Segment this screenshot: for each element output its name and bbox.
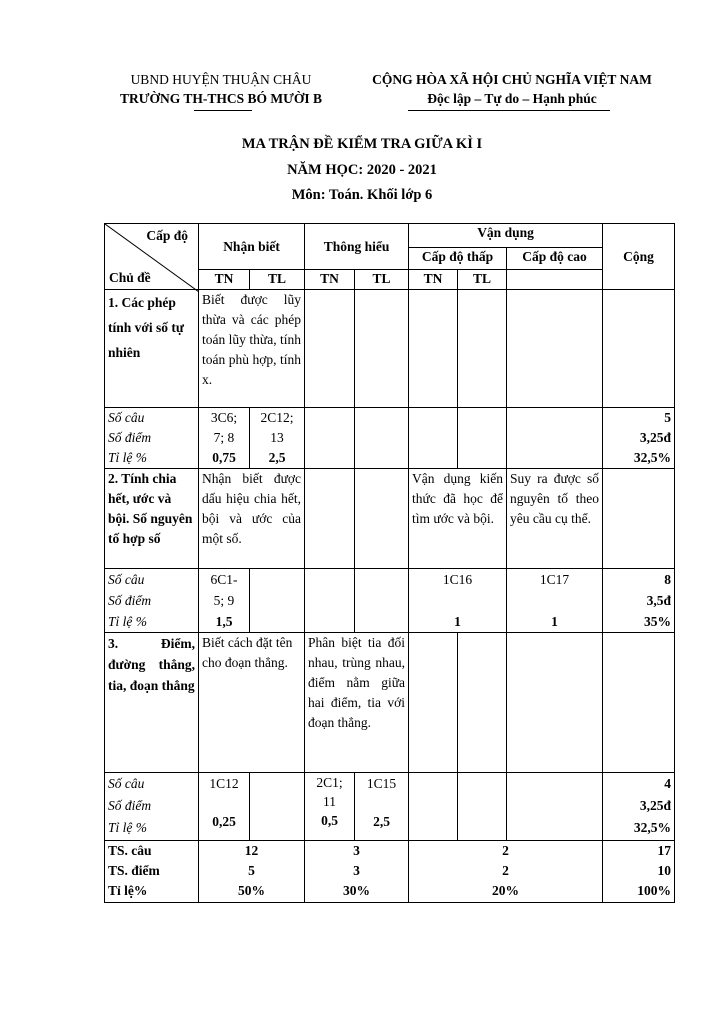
- label-so-diem: Số điểm: [108, 798, 152, 813]
- corner-cell: [105, 224, 199, 290]
- topic3-cong: [603, 633, 675, 773]
- total-labels: [105, 841, 199, 903]
- th-tn-header: TN: [305, 270, 355, 290]
- total-th-diem: 3: [353, 863, 360, 878]
- topic2-cong-stats: [603, 569, 675, 633]
- topic1-thong-hieu-tn: [305, 290, 355, 408]
- topic2-cap-do-thap: Vận dụng kiến thức đã học để tìm ước và bội.: [409, 469, 507, 569]
- topic1-cong-diem: 3,25đ: [639, 430, 672, 445]
- topic2-thap-cau: 1C16: [442, 572, 473, 587]
- national-motto: Độc lập – Tự do – Hạnh phúc: [427, 91, 597, 106]
- topic1-cao: [507, 290, 603, 408]
- label-ti-le: Tỉ lệ %: [108, 614, 147, 629]
- topic1-nb-tn-cau: 3C6; 7; 8: [210, 410, 238, 445]
- topic1-nb-tn-diem: 0,75: [212, 450, 236, 465]
- topic1-cong-tile: 32,5%: [633, 450, 672, 465]
- topic1-cong: [603, 290, 675, 408]
- topic2-stats-row: [105, 569, 675, 633]
- topic3-thap-tn-stats: [409, 773, 458, 841]
- topic3-stat-labels: [105, 773, 199, 841]
- topic2-stat-labels: [105, 569, 199, 633]
- topic3-thong-hieu: Phân biệt tia đối nhau, trùng nhau, điểm nằm giữa hai điểm, tia với đoạn thẳng.: [305, 633, 409, 773]
- header-row-1: [105, 224, 675, 248]
- topic3-th-tl-diem: 2,5: [373, 814, 390, 829]
- topic1-th-tl: [355, 408, 409, 469]
- topic2-cong: [603, 469, 675, 569]
- topic3-nb-tn-cau: 1C12: [209, 776, 239, 791]
- topic1-nb-tl-diem: 2,5: [268, 450, 286, 465]
- topic1-stats-row: [105, 408, 675, 469]
- label-so-cau: Số câu: [108, 410, 145, 425]
- topic3-cao: [507, 633, 603, 773]
- topic2-th-tn-stats: [305, 569, 355, 633]
- total-vd-cau: 2: [502, 843, 509, 858]
- topic2-nb-tn: [199, 569, 250, 633]
- label-so-cau: Số câu: [108, 572, 145, 587]
- national-name: CỘNG HÒA XÃ HỘI CHỦ NGHĨA VIỆT NAM: [372, 72, 652, 87]
- col-van-dung: Vận dụng: [409, 224, 603, 248]
- topic1-name: 1. Các phép tính với số tự nhiên: [105, 290, 199, 408]
- topic1-cong-cau: 5: [664, 410, 672, 425]
- topic3-nb-tn-diem: 0,25: [212, 814, 236, 829]
- topic2-thap-stats: [409, 569, 507, 633]
- col-nhan-biet: Nhận biết: [199, 224, 305, 270]
- exam-matrix-table: [104, 223, 675, 903]
- school-header: [96, 70, 346, 108]
- topic2-th-tn: [305, 469, 355, 569]
- topic2-cap-do-cao: Suy ra được số nguyên tố theo yêu cầu cụ thể.: [507, 469, 603, 569]
- total-nb-cau: 12: [244, 843, 259, 858]
- topic3-th-tn: [305, 773, 355, 841]
- total-cong-cau: 17: [657, 843, 672, 858]
- label-so-cau: Số câu: [108, 776, 145, 791]
- topic3-cong-tile: 32,5%: [633, 820, 672, 835]
- topic2-cong-tile: 35%: [644, 614, 672, 629]
- total-th-tile: 30%: [343, 883, 371, 898]
- district-name: UBND HUYỆN THUẬN CHÂU: [130, 72, 312, 87]
- topic1-nhan-biet: Biết được lũy thừa và các phép toán lũy thừa, tính toán phù hợp, tính x.: [199, 290, 305, 408]
- topic3-thap-tn: [409, 633, 458, 773]
- topic2-row: [105, 469, 675, 569]
- col-cap-do-cao: Cấp độ cao: [507, 248, 603, 270]
- topic3-th-tn-cau: 2C1; 11: [316, 775, 343, 809]
- topic2-cao-diem: 1: [551, 614, 558, 629]
- topic3-nhan-biet: Biết cách đặt tên cho đoạn thẳng.: [199, 633, 305, 773]
- total-row: [105, 841, 675, 903]
- school-year: NĂM HỌC: 2020 - 2021: [287, 162, 437, 178]
- topic1-cong-stats: [603, 408, 675, 469]
- topic3-th-tn-diem: 0,5: [321, 813, 338, 828]
- topic3-th-tl: [355, 773, 409, 841]
- label-so-diem: Số điểm: [108, 430, 152, 445]
- label-ti-le: Tỉ lệ %: [108, 450, 147, 465]
- total-nhan-biet: [199, 841, 305, 903]
- topic1-nb-tl-cau: 2C12; 13: [260, 410, 294, 445]
- th-tl-header: TL: [355, 270, 409, 290]
- total-label-diem: TS. điểm: [108, 863, 160, 878]
- col-cong: Cộng: [603, 224, 675, 290]
- topic1-thap-tn-stats: [409, 408, 458, 469]
- topic2-th-tl: [355, 469, 409, 569]
- topic3-nb-tn: [199, 773, 250, 841]
- topic3-row: [105, 633, 675, 773]
- total-thong-hieu: [305, 841, 409, 903]
- topic1-cao-stats: [507, 408, 603, 469]
- topic2-nhan-biet: Nhận biết được dấu hiệu chia hết, bội và ước của một số.: [199, 469, 305, 569]
- topic1-thap-tn: [409, 290, 458, 408]
- topic2-th-tl-stats: [355, 569, 409, 633]
- topic3-cong-stats: [603, 773, 675, 841]
- col-thong-hieu: Thông hiểu: [305, 224, 409, 270]
- total-vd-tile: 20%: [492, 883, 520, 898]
- topic3-name: 3. Điểm, đường thẳng, tia, đoạn thẳng: [105, 633, 199, 773]
- subject-grade: Môn: Toán. Khối lớp 6: [291, 187, 433, 203]
- total-nb-diem: 5: [248, 863, 255, 878]
- topic2-nb-tl: [250, 569, 305, 633]
- national-header-rule: [408, 110, 610, 111]
- thap-tl-header: TL: [458, 270, 507, 290]
- topic3-cong-cau: 4: [664, 776, 672, 791]
- topic1-nb-tn: [199, 408, 250, 469]
- nb-tl-header: TL: [250, 270, 305, 290]
- topic3-nb-tl: [250, 773, 305, 841]
- topic2-cao-cau: 1C17: [539, 572, 570, 587]
- corner-topic-label: Chủ đề: [109, 270, 151, 285]
- corner-level-label: Cấp độ: [146, 228, 188, 243]
- topic2-thap-spacer: [412, 590, 503, 611]
- cao-blank-header: [507, 270, 603, 290]
- topic1-thong-hieu-tl: [355, 290, 409, 408]
- topic1-thap-tl: [458, 290, 507, 408]
- total-cong-diem: 10: [657, 863, 672, 878]
- document-title: MA TRẬN ĐỀ KIỂM TRA GIỮA KÌ I: [241, 136, 483, 152]
- topic1-th-tn: [305, 408, 355, 469]
- total-nb-tile: 50%: [238, 883, 265, 898]
- topic2-cong-diem: 3,5đ: [646, 593, 672, 608]
- label-ti-le: Tỉ lệ %: [108, 820, 147, 835]
- topic1-row: [105, 290, 675, 408]
- national-header: [342, 70, 682, 108]
- topic2-cao-stats: [507, 569, 603, 633]
- topic1-stat-labels: [105, 408, 199, 469]
- topic2-thap-diem: 1: [454, 614, 461, 629]
- topic3-thap-tl: [458, 633, 507, 773]
- school-name: TRƯỜNG TH-THCS BÓ MƯỜI B: [119, 91, 323, 106]
- thap-tn-header: TN: [409, 270, 458, 290]
- topic3-stats-row: [105, 773, 675, 841]
- topic1-thap-tl-stats: [458, 408, 507, 469]
- total-th-cau: 3: [353, 843, 360, 858]
- total-cong-tile: 100%: [637, 883, 672, 898]
- label-so-diem: Số điểm: [108, 593, 152, 608]
- topic3-cao-stats: [507, 773, 603, 841]
- topic1-nb-tl: [250, 408, 305, 469]
- topic2-nb-tn-cau: 6C1-5; 9: [210, 572, 238, 608]
- total-label-cau: TS. câu: [108, 843, 152, 858]
- col-cap-do-thap: Cấp độ thấp: [409, 248, 507, 270]
- topic2-cong-cau: 8: [664, 572, 672, 587]
- total-cong: [603, 841, 675, 903]
- nb-tn-header: TN: [199, 270, 250, 290]
- school-header-rule: [194, 110, 252, 111]
- total-van-dung: [409, 841, 603, 903]
- topic3-th-tl-cau: 1C15: [366, 776, 397, 791]
- total-vd-diem: 2: [502, 863, 509, 878]
- topic2-nb-tn-diem: 1,5: [215, 614, 233, 629]
- total-label-tile: Tỉ lệ%: [108, 883, 148, 898]
- topic3-thap-tl-stats: [458, 773, 507, 841]
- topic3-cong-diem: 3,25đ: [639, 798, 672, 813]
- topic2-name: 2. Tính chia hết, ước và bội. Số nguyên tố hợp số: [105, 469, 199, 569]
